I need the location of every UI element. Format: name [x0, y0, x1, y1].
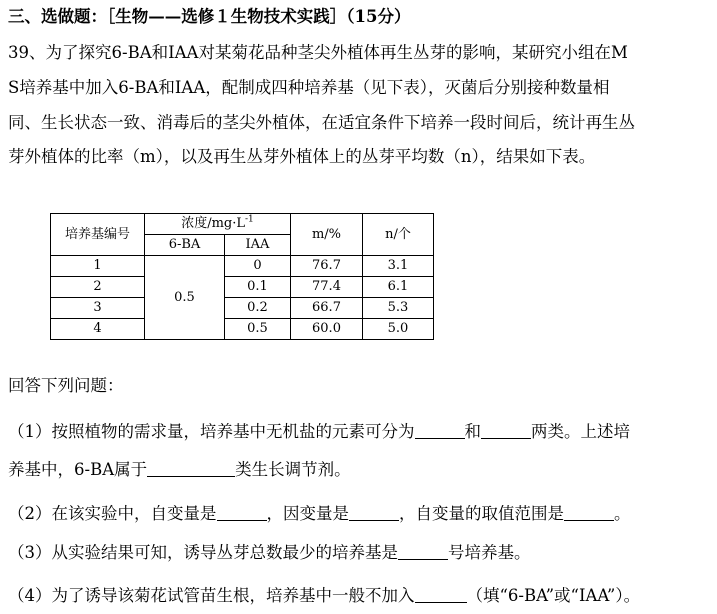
results-table: [50, 213, 434, 340]
q1-text-a: （1）按照植物的需求量，培养基中无机盐的元素可分为: [8, 422, 415, 441]
cell-medium-id: 2: [51, 277, 145, 298]
cell-iaa: 0.1: [225, 277, 291, 298]
q2-line: [8, 503, 631, 525]
question-39-line-3: 同、生长状态一致、消毒后的茎尖外植体，在适宜条件下培养一段时间后，统计再生丛: [8, 113, 635, 132]
cell-medium-id: 4: [51, 319, 145, 340]
cell-iaa: 0.5: [225, 319, 291, 340]
cell-n: 3.1: [363, 256, 434, 277]
q1-text-c: 两类。上述培: [531, 422, 630, 441]
q1-line-1: [8, 421, 630, 443]
cell-medium-id: 1: [51, 256, 145, 277]
q2-text-b: ，因变量是: [266, 504, 349, 523]
header-medium-id: 培养基编号: [51, 214, 145, 256]
header-concentration: 浓度$/mg\cdot L^{-1}$: [145, 214, 291, 235]
table-row: [51, 256, 434, 277]
q2-text-a: （2）在该实验中，自变量是: [8, 504, 217, 523]
header-m: m/%: [291, 214, 363, 256]
header-6ba: 6-BA: [145, 235, 225, 256]
question-39-line-1: 39、为了探究6-BA和IAA对某菊花品种茎尖外植体再生丛芽的影响，某研究小组在M: [8, 43, 628, 62]
cell-n: 5.3: [363, 298, 434, 319]
cell-iaa: 0.2: [225, 298, 291, 319]
q2-answer-blank-1[interactable]: [217, 504, 267, 521]
section-bracket-title: ［生物——选修１生物技术实践］（15分）: [107, 7, 411, 26]
section-prefix: 三、选做题：: [8, 7, 107, 26]
cell-m: 66.7: [291, 298, 363, 319]
q1-answer-blank-3[interactable]: [147, 460, 235, 477]
table-row: [51, 319, 434, 340]
header-concentration-exponent: -1: [245, 214, 254, 225]
q1-line-2: [8, 459, 351, 481]
q4-answer-blank[interactable]: [415, 586, 467, 603]
header-iaa: IAA: [225, 235, 291, 256]
q1-text-b: 和: [464, 422, 481, 441]
section-heading: [8, 6, 410, 28]
q4-text-a: （4）为了诱导该菊花试管苗生根，培养基中一般不加入: [8, 586, 415, 605]
cell-6ba-shared: 0.5: [145, 256, 225, 340]
cell-m: 76.7: [291, 256, 363, 277]
q2-answer-blank-3[interactable]: [564, 504, 614, 521]
q1-text-e: 类生长调节剂。: [235, 460, 351, 479]
q2-answer-blank-2[interactable]: [349, 504, 399, 521]
q1-answer-blank-1[interactable]: [415, 422, 465, 439]
q3-answer-blank[interactable]: [398, 543, 448, 560]
q4-text-b: （填“6-BA”或“IAA”）。: [466, 586, 641, 605]
q3-text-a: （3）从实验结果可知，诱导丛芽总数最少的培养基是: [8, 543, 398, 562]
table-row: [51, 277, 434, 298]
q4-line: [8, 585, 640, 607]
cell-medium-id: 3: [51, 298, 145, 319]
cell-n: 5.0: [363, 319, 434, 340]
q2-text-c: ，自变量的取值范围是: [399, 504, 564, 523]
question-39-line-4: 芽外植体的比率（m），以及再生丛芽外植体上的丛芽平均数（n），结果如下表。: [8, 147, 596, 166]
header-n: n/个: [363, 214, 434, 256]
q1-answer-blank-2[interactable]: [481, 422, 531, 439]
cell-m: 60.0: [291, 319, 363, 340]
question-39-line-2: S培养基中加入6-BA和IAA，配制成四种培养基（见下表），灭菌后分别接种数量相: [8, 78, 610, 97]
answer-prompt: 回答下列问题：: [8, 376, 124, 395]
q1-text-d: 养基中，6-BA属于: [8, 460, 148, 479]
q3-line: [8, 542, 531, 564]
cell-m: 77.4: [291, 277, 363, 298]
cell-iaa: 0: [225, 256, 291, 277]
q3-text-b: 号培养基。: [448, 543, 531, 562]
table-row: [51, 298, 434, 319]
q2-text-d: 。: [614, 504, 631, 523]
cell-n: 6.1: [363, 277, 434, 298]
